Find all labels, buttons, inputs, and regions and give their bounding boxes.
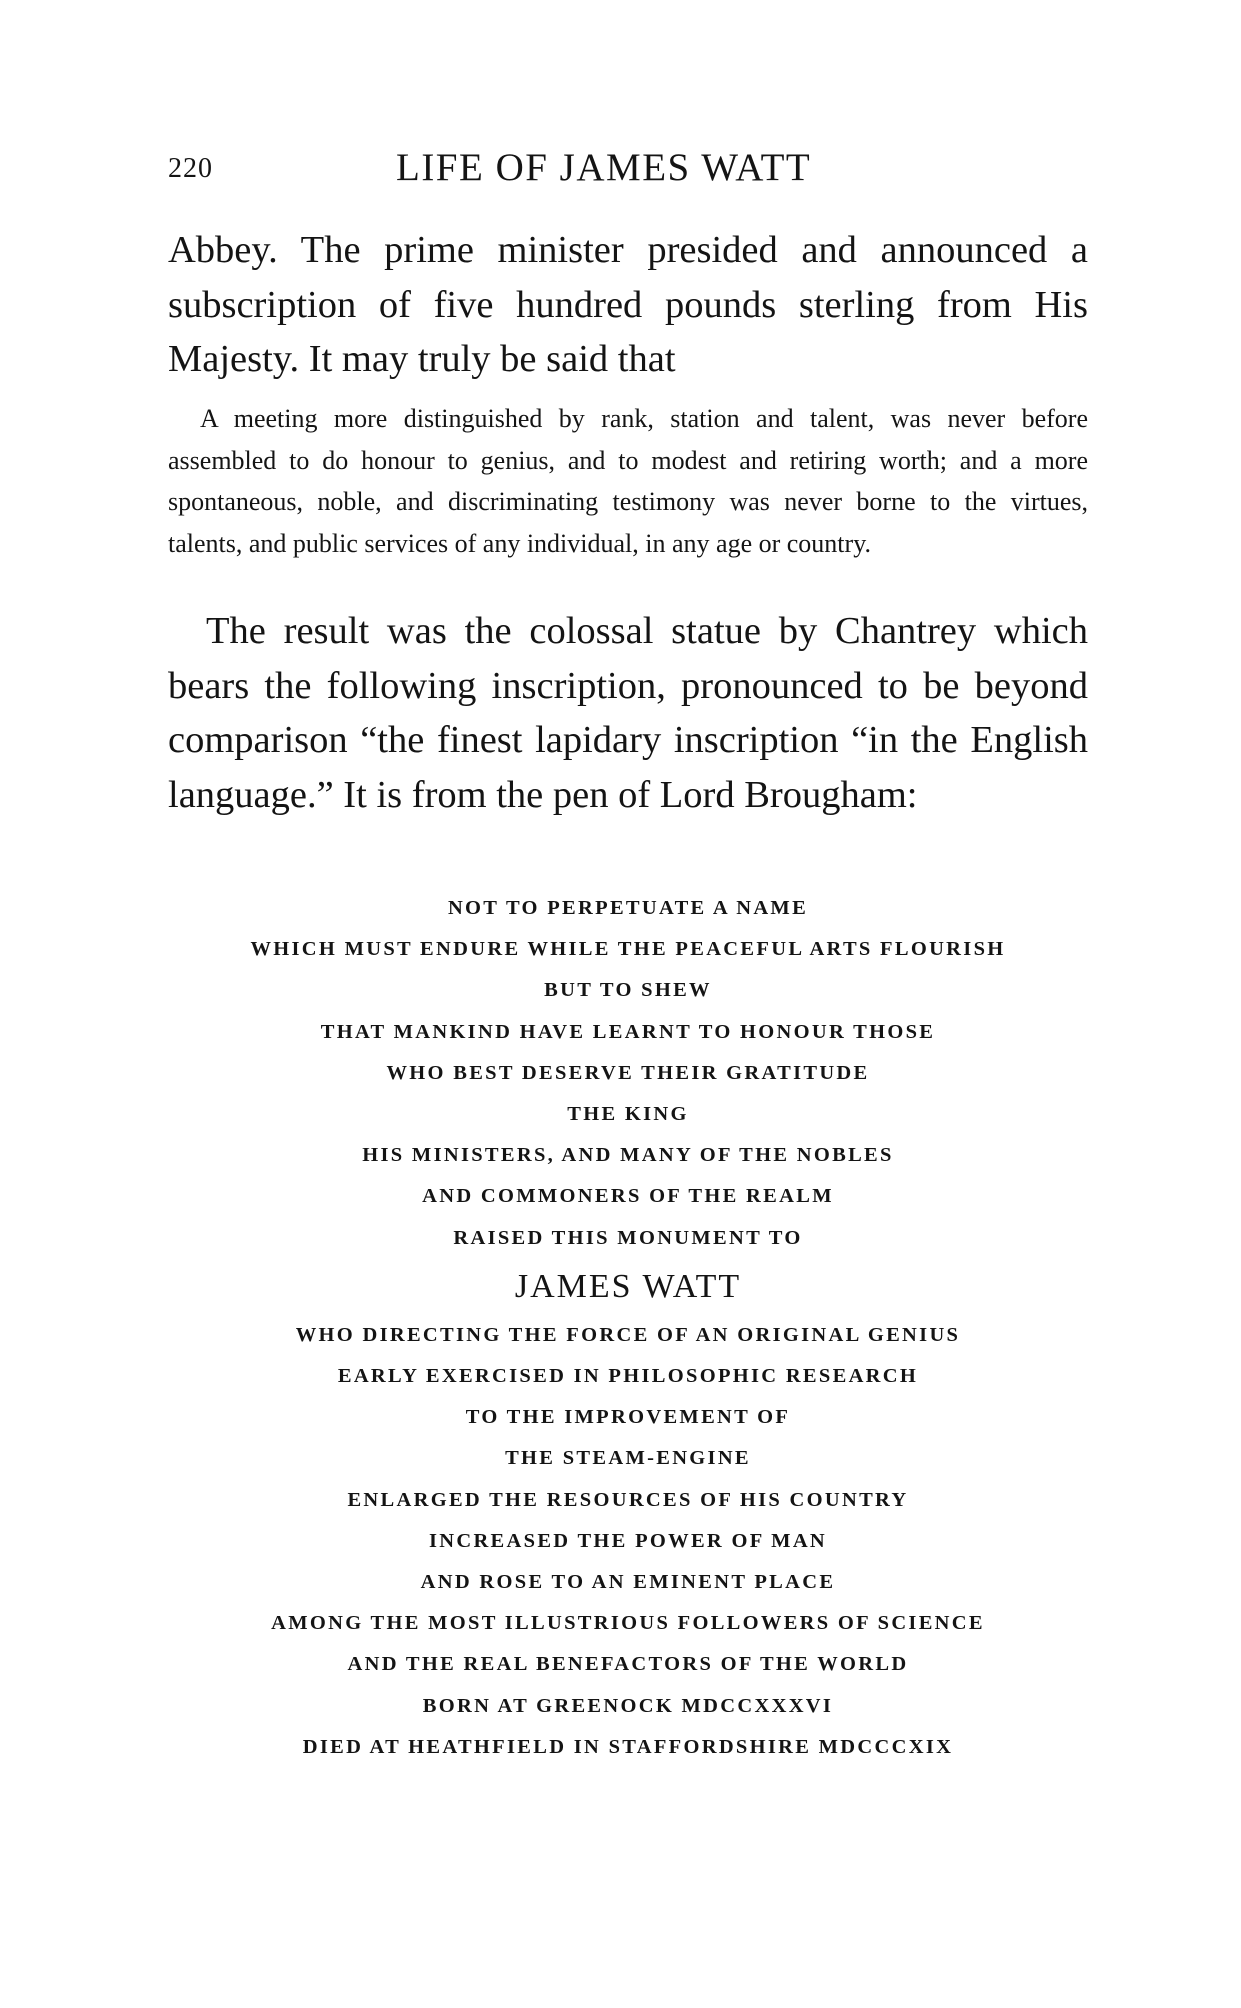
inscription-line: AND ROSE TO AN EMINENT PLACE xyxy=(420,1571,836,1594)
inscription-line: THE STEAM-ENGINE xyxy=(505,1447,751,1470)
intro-paragraph: Abbey. The prime minister presided and announced a subscription of five hundred pounds sterling from His Majesty. It may truly be said that xyxy=(168,229,1088,380)
inscription-line: WHICH MUST ENDURE WHILE THE PEACEFUL ARTS FLOURISH xyxy=(250,938,1006,961)
inscription-line: HIS MINISTERS, AND MANY OF THE NOBLES xyxy=(362,1144,894,1167)
inscription-line: THAT MANKIND HAVE LEARNT TO HONOUR THOSE xyxy=(320,1020,936,1043)
inscription-name: JAMES WATT xyxy=(514,1267,742,1305)
inscription-line: AMONG THE MOST ILLUSTRIOUS FOLLOWERS OF SCIENCE xyxy=(271,1612,985,1635)
page-number: 220 xyxy=(168,153,213,184)
inscription-line: THE KING xyxy=(567,1103,689,1126)
inscription-line: WHO BEST DESERVE THEIR GRATITUDE xyxy=(386,1061,870,1084)
inscription-line: TO THE IMPROVEMENT OF xyxy=(465,1406,791,1429)
inscription-line: AND COMMONERS OF THE REALM xyxy=(422,1185,834,1208)
inscription-line: DIED AT HEATHFIELD IN STAFFORDSHIRE MDCCCXIX xyxy=(302,1735,954,1758)
monument-inscription xyxy=(168,888,1088,1768)
inscription-line: ENLARGED THE RESOURCES OF HIS COUNTRY xyxy=(347,1488,909,1511)
running-head xyxy=(168,145,1088,195)
inscription-line: EARLY EXERCISED IN PHILOSOPHIC RESEARCH xyxy=(337,1365,919,1388)
statue-paragraph: The result was the colossal statue by Chantrey which bears the following inscription, pronounced to be beyond comparison “the finest lapidary inscription “in the English language.” It is from the pen of Lord Brougham: xyxy=(168,610,1088,816)
inscription-line: INCREASED THE POWER OF MAN xyxy=(428,1529,828,1552)
inscription-line: NOT TO PERPETUATE A NAME xyxy=(447,897,809,919)
inscription-line: RAISED THIS MONUMENT TO xyxy=(453,1226,803,1249)
inscription-line: BUT TO SHEW xyxy=(544,979,712,1002)
block-quote: A meeting more distinguished by rank, station and talent, was never before assembled to do honour to genius, and to modest and retiring worth; and a more spontaneous, noble, and discriminating testimony was never borne to the virtues, talents, and public services of any individual, in any age or country. xyxy=(168,404,1088,558)
running-title: LIFE OF JAMES WATT xyxy=(396,146,812,189)
inscription-line: WHO DIRECTING THE FORCE OF AN ORIGINAL GENIUS xyxy=(295,1323,961,1346)
inscription-line: AND THE REAL BENEFACTORS OF THE WORLD xyxy=(347,1653,909,1676)
inscription-line: BORN AT GREENOCK MDCCXXXVI xyxy=(422,1694,834,1717)
